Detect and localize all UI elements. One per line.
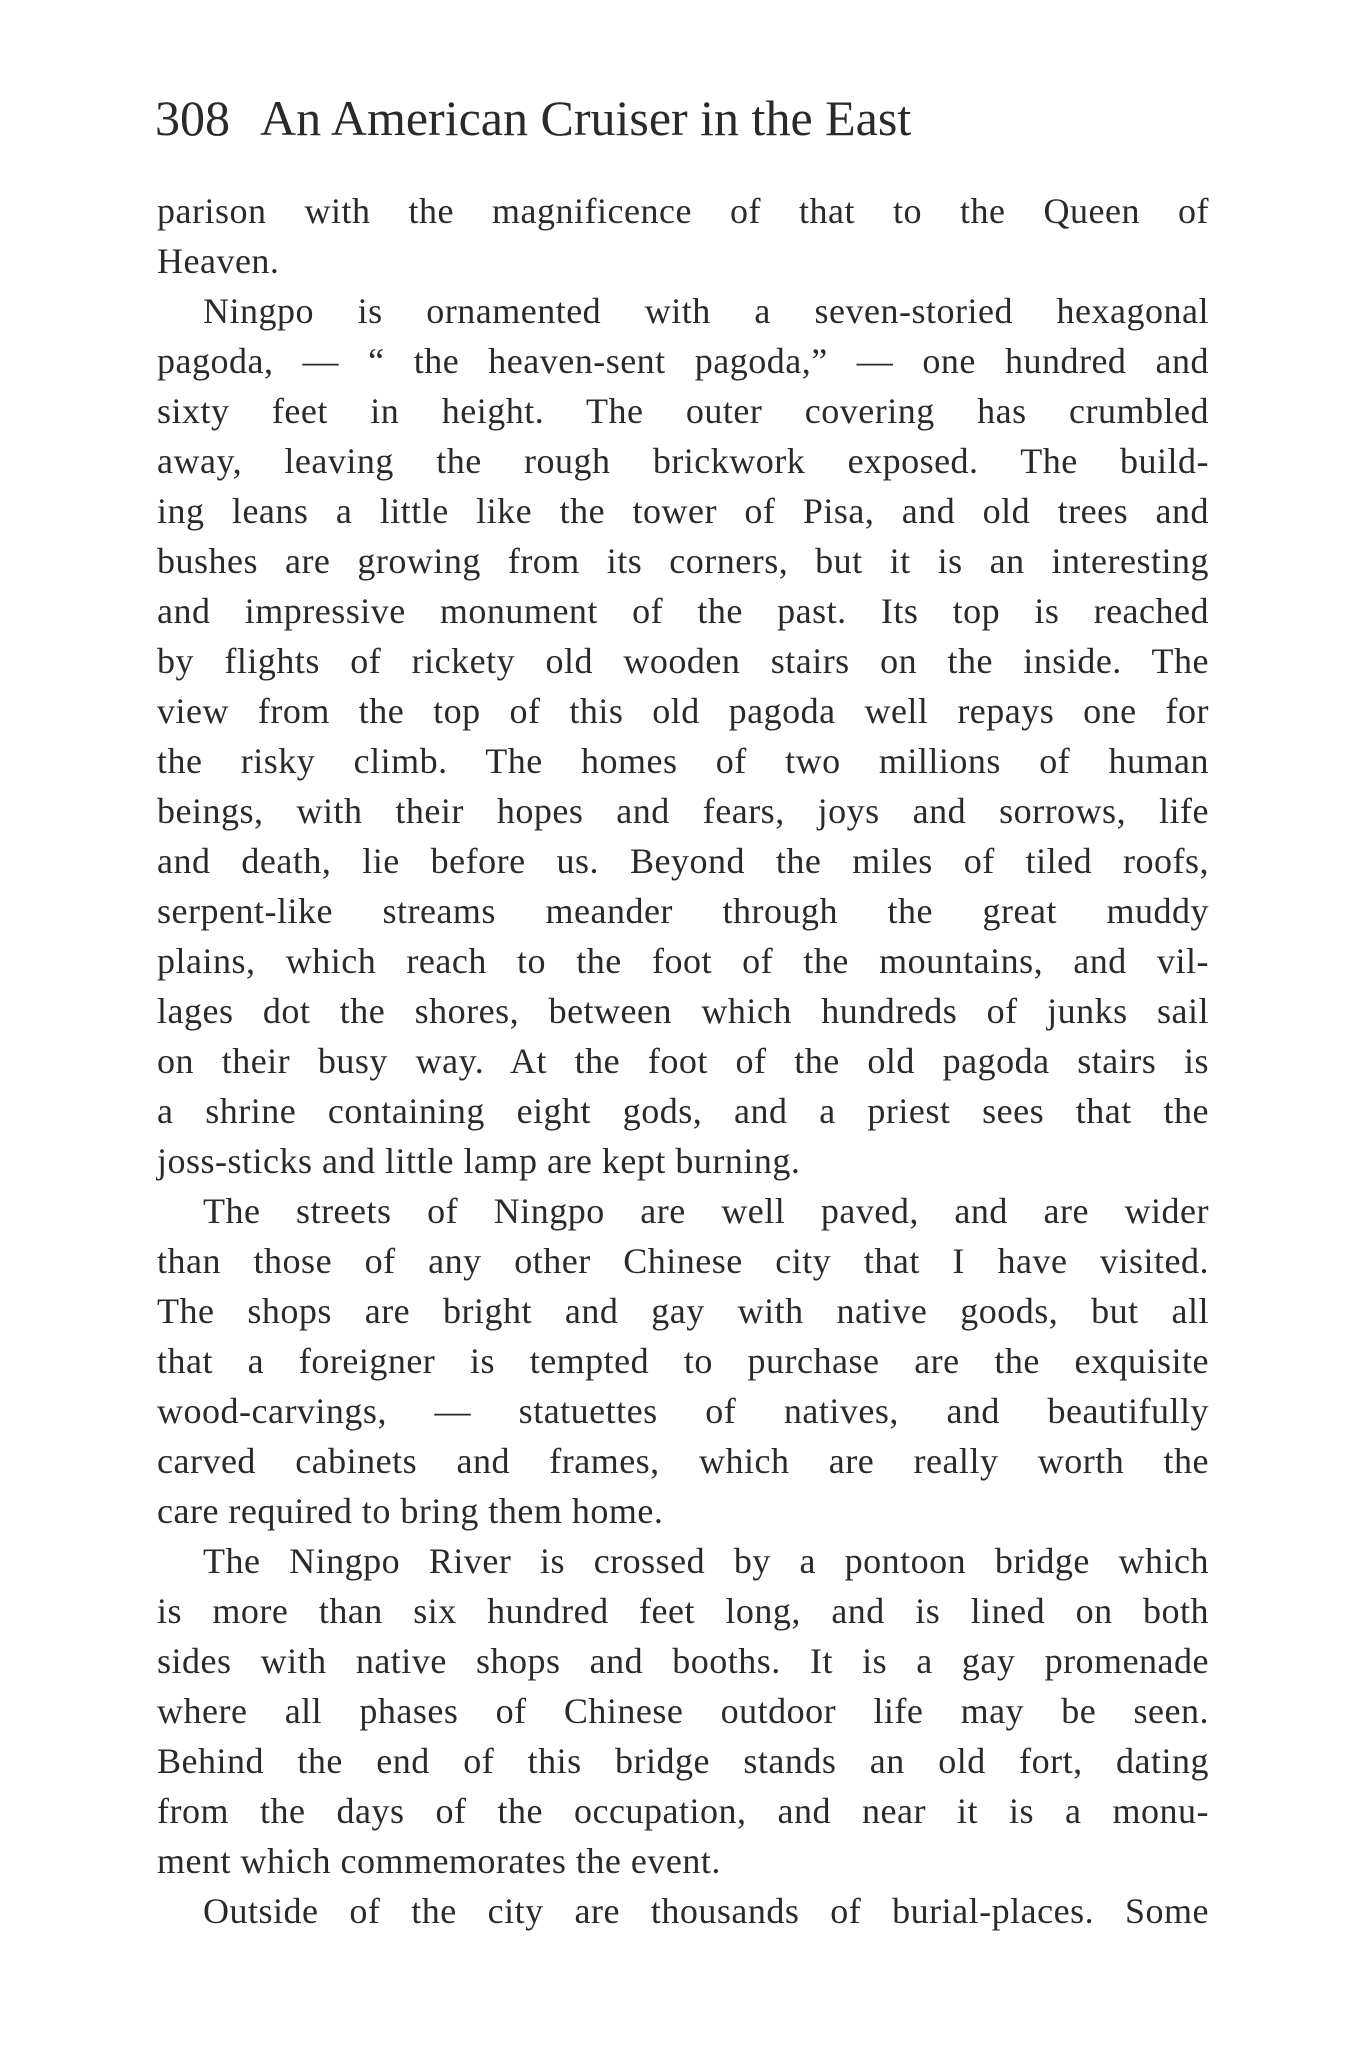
text-line: parison with the magnificence of that to the Queen of [157, 191, 1209, 231]
text-line: care required to bring them home. [157, 1491, 664, 1531]
text-line: Ningpo is ornamented with a seven-storied hexagonal [203, 291, 1209, 331]
text-line: a shrine containing eight gods, and a priest sees that the [157, 1091, 1209, 1131]
text-line: than those of any other Chinese city that I have visited. [157, 1241, 1209, 1281]
text-line: the risky climb. The homes of two millions of human [157, 741, 1209, 781]
text-line: is more than six hundred feet long, and is lined on both [157, 1591, 1209, 1631]
text-line: from the days of the occupation, and near it is a monu- [157, 1791, 1209, 1831]
text-line: by flights of rickety old wooden stairs on the inside. The [157, 641, 1209, 681]
text-line: beings, with their hopes and fears, joys and sorrows, life [157, 791, 1209, 831]
text-line: The shops are bright and gay with native goods, but all [157, 1291, 1209, 1331]
text-line: The streets of Ningpo are well paved, and are wider [203, 1191, 1209, 1231]
text-line: and death, lie before us. Beyond the miles of tiled roofs, [157, 841, 1209, 881]
text-line: view from the top of this old pagoda well repays one for [157, 691, 1209, 731]
text-line: bushes are growing from its corners, but it is an interesting [157, 541, 1209, 581]
text-line: carved cabinets and frames, which are really worth the [157, 1441, 1209, 1481]
text-line: lages dot the shores, between which hundreds of junks sail [157, 991, 1209, 1031]
text-line: pagoda, — “ the heaven-sent pagoda,” — one hundred and [157, 341, 1209, 381]
text-line: plains, which reach to the foot of the mountains, and vil- [157, 941, 1209, 981]
text-line: Outside of the city are thousands of burial-places. Some [203, 1891, 1209, 1931]
text-line: sides with native shops and booths. It is a gay promenade [157, 1641, 1209, 1681]
page-number: 308 [155, 90, 230, 146]
text-line: serpent-like streams meander through the great muddy [157, 891, 1209, 931]
text-line: that a foreigner is tempted to purchase are the exquisite [157, 1341, 1209, 1381]
text-line: wood-carvings, — statuettes of natives, and beautifully [157, 1391, 1209, 1431]
text-line: ing leans a little like the tower of Pisa, and old trees and [157, 491, 1209, 531]
text-line: The Ningpo River is crossed by a pontoon bridge which [203, 1541, 1209, 1581]
running-title: An American Cruiser in the East [260, 90, 912, 146]
text-line: and impressive monument of the past. Its top is reached [157, 591, 1209, 631]
running-head [155, 88, 1105, 148]
text-line: joss-sticks and little lamp are kept burning. [157, 1141, 801, 1181]
body-text [157, 186, 1209, 1936]
text-line: Heaven. [157, 241, 280, 281]
text-line: where all phases of Chinese outdoor life may be seen. [157, 1691, 1209, 1731]
text-line: Behind the end of this bridge stands an old fort, dating [157, 1741, 1209, 1781]
text-line: ment which commemorates the event. [157, 1841, 721, 1881]
text-line: sixty feet in height. The outer covering has crumbled [157, 391, 1209, 431]
text-line: away, leaving the rough brickwork exposed. The build- [157, 441, 1209, 481]
text-line: on their busy way. At the foot of the old pagoda stairs is [157, 1041, 1209, 1081]
